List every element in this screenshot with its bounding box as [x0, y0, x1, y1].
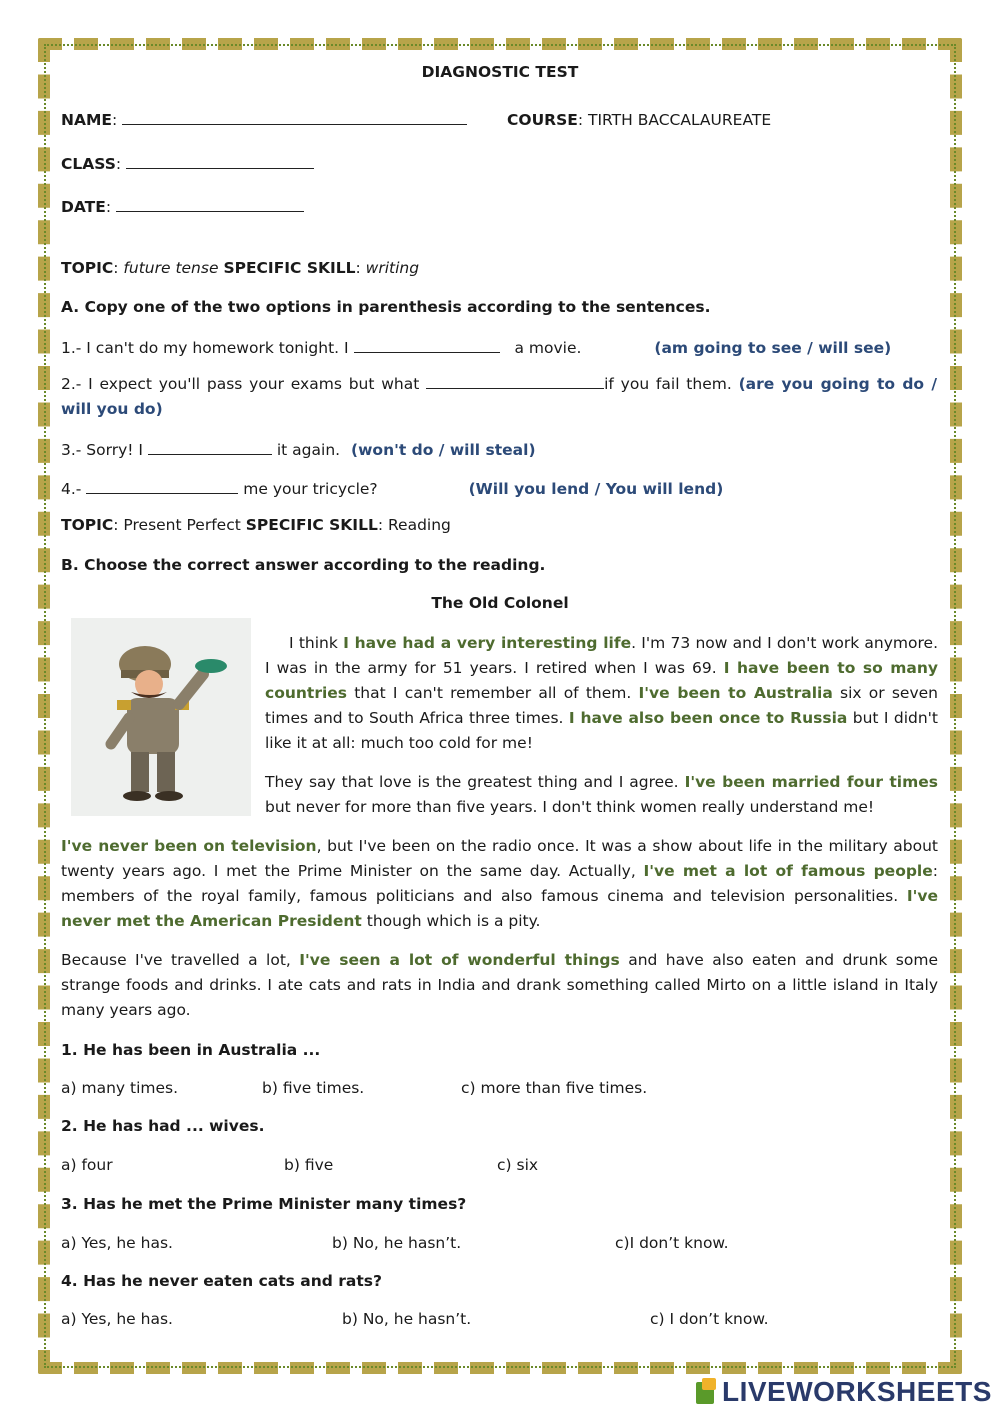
reading-text: , but I've been on the radio once. It was a show about life in the military about twenty years ago. I met the Prime Minister on the same day. Actually, [61, 837, 939, 880]
question-2: 2. He has had ... wives. [61, 1117, 265, 1135]
item-text: 2.- I expect you'll pass your exams but what [61, 375, 420, 393]
options-text: (are you going to do / will you do) [61, 375, 937, 418]
date-label: DATE [61, 198, 106, 216]
reading-paragraph-4 [61, 948, 938, 1023]
reading-text: but never for more than five years. I don't think women really understand me! [265, 798, 875, 816]
class-blank[interactable] [126, 154, 314, 169]
reading-text: They say that love is the greatest thing and I agree. [265, 773, 685, 791]
highlight-text: I have also been once to Russia [568, 709, 848, 727]
option-b[interactable]: b) five [284, 1156, 334, 1174]
topic-a: TOPIC: future tense SPECIFIC SKILL: writing [61, 259, 420, 277]
options-text: (Will you lend / You will lend) [468, 480, 724, 498]
answer-blank-1[interactable] [354, 338, 500, 353]
colonel-illustration [71, 618, 251, 816]
reading-text: but I didn't like it at all: much too cold for me! [265, 709, 938, 752]
reading-text: I think [289, 634, 344, 652]
reading-paragraph-2 [265, 770, 938, 820]
date-row: DATE: [61, 197, 940, 216]
reading-paragraph-3 [61, 834, 938, 934]
options-text: (won't do / will steal) [351, 441, 536, 459]
highlight-text: I've seen a lot of wonderful things [299, 951, 620, 969]
reading-text: . I'm 73 now and I don't work anymore. I was in the army for 51 years. I retired when I was 69. [265, 634, 938, 677]
reading-title: The Old Colonel [431, 594, 569, 612]
topic-value: future tense [123, 259, 219, 277]
highlight-text: I have been to so many countries [265, 659, 938, 702]
highlight-text: I have had a very interesting life [343, 634, 632, 652]
date-blank[interactable] [116, 197, 304, 212]
liveworksheets-logo [696, 1376, 992, 1408]
instruction-b: B. Choose the correct answer according to the reading. [61, 556, 546, 574]
class-row: CLASS: [61, 154, 940, 173]
skill-value: Reading [387, 516, 451, 534]
highlight-text: I've been to Australia [638, 684, 833, 702]
item-text: if you fail them. [604, 375, 732, 393]
item-text: 1.- I can't do my homework tonight. I [61, 339, 349, 357]
skill-value: writing [365, 259, 420, 277]
name-blank[interactable] [122, 110, 467, 125]
question-1: 1. He has been in Australia ... [61, 1041, 321, 1059]
item-text: a movie. [514, 339, 582, 357]
item-text: 3.- Sorry! I [61, 441, 143, 459]
logo-accent-icon [702, 1378, 716, 1390]
brand-name: LIVEWORKSHEETS [722, 1376, 992, 1407]
reading-text: and have also eaten and drunk some strange foods and drinks. I ate cats and rats in India and drank something called Mirto on a little island in Italy many years ago. [61, 951, 938, 1019]
item-a1 [61, 338, 940, 357]
skill-label: SPECIFIC SKILL [245, 516, 378, 534]
reading-text: Because I've travelled a lot, [61, 951, 300, 969]
reading-text: : members of the royal family, famous politicians and also famous cinema and television personalities. [61, 862, 938, 905]
instruction-a: A. Copy one of the two options in parenthesis according to the sentences. [61, 298, 711, 316]
item-text: me your tricycle? [243, 480, 378, 498]
option-a[interactable]: a) many times. [61, 1079, 179, 1097]
highlight-text: I've never been on television [61, 837, 317, 855]
question-4: 4. Has he never eaten cats and rats? [61, 1272, 382, 1290]
item-text: 4.- [61, 480, 82, 498]
course-label: COURSE [507, 111, 578, 129]
item-text: it again. [276, 441, 341, 459]
option-c[interactable]: c)I don’t know. [615, 1234, 729, 1252]
page-title: DIAGNOSTIC TEST [421, 63, 579, 81]
option-c[interactable]: c) I don’t know. [650, 1310, 769, 1328]
option-a[interactable]: a) four [61, 1156, 113, 1174]
reading-paragraph-1 [265, 631, 938, 756]
answer-blank-2[interactable] [426, 374, 604, 389]
name-row: NAME: COURSE: TIRTH BACCALAUREATE [61, 111, 772, 129]
options-text: (am going to see / will see) [654, 339, 892, 357]
option-a[interactable]: a) Yes, he has. [61, 1310, 173, 1328]
item-a4 [61, 479, 940, 498]
option-c[interactable]: c) more than five times. [461, 1079, 648, 1097]
topic-label: TOPIC [61, 516, 114, 534]
reading-text: that I can't remember all of them. [347, 684, 639, 702]
skill-label: SPECIFIC SKILL [223, 259, 356, 277]
course-value: TIRTH BACCALAUREATE [588, 111, 772, 129]
option-b[interactable]: b) No, he hasn’t. [332, 1234, 462, 1252]
highlight-text: I've never met the American President [61, 887, 938, 930]
topic-value: Present Perfect [123, 516, 241, 534]
answer-blank-4[interactable] [86, 479, 238, 494]
option-b[interactable]: b) No, he hasn’t. [342, 1310, 472, 1328]
item-a2 [61, 372, 937, 422]
item-a3 [61, 440, 940, 459]
option-a[interactable]: a) Yes, he has. [61, 1234, 173, 1252]
question-3: 3. Has he met the Prime Minister many times? [61, 1195, 467, 1213]
highlight-text: I've been married four times [684, 773, 938, 791]
class-label: CLASS [61, 155, 116, 173]
option-b[interactable]: b) five times. [262, 1079, 365, 1097]
name-label: NAME [61, 111, 112, 129]
highlight-text: I've met a lot of famous people [643, 862, 933, 880]
option-c[interactable]: c) six [497, 1156, 539, 1174]
topic-b: TOPIC: Present Perfect SPECIFIC SKILL: Reading [61, 516, 451, 534]
reading-text: though which is a pity. [361, 912, 541, 930]
topic-label: TOPIC [61, 259, 114, 277]
answer-blank-3[interactable] [148, 440, 272, 455]
reading-text: six or seven times and to South Africa three times. [265, 684, 938, 727]
